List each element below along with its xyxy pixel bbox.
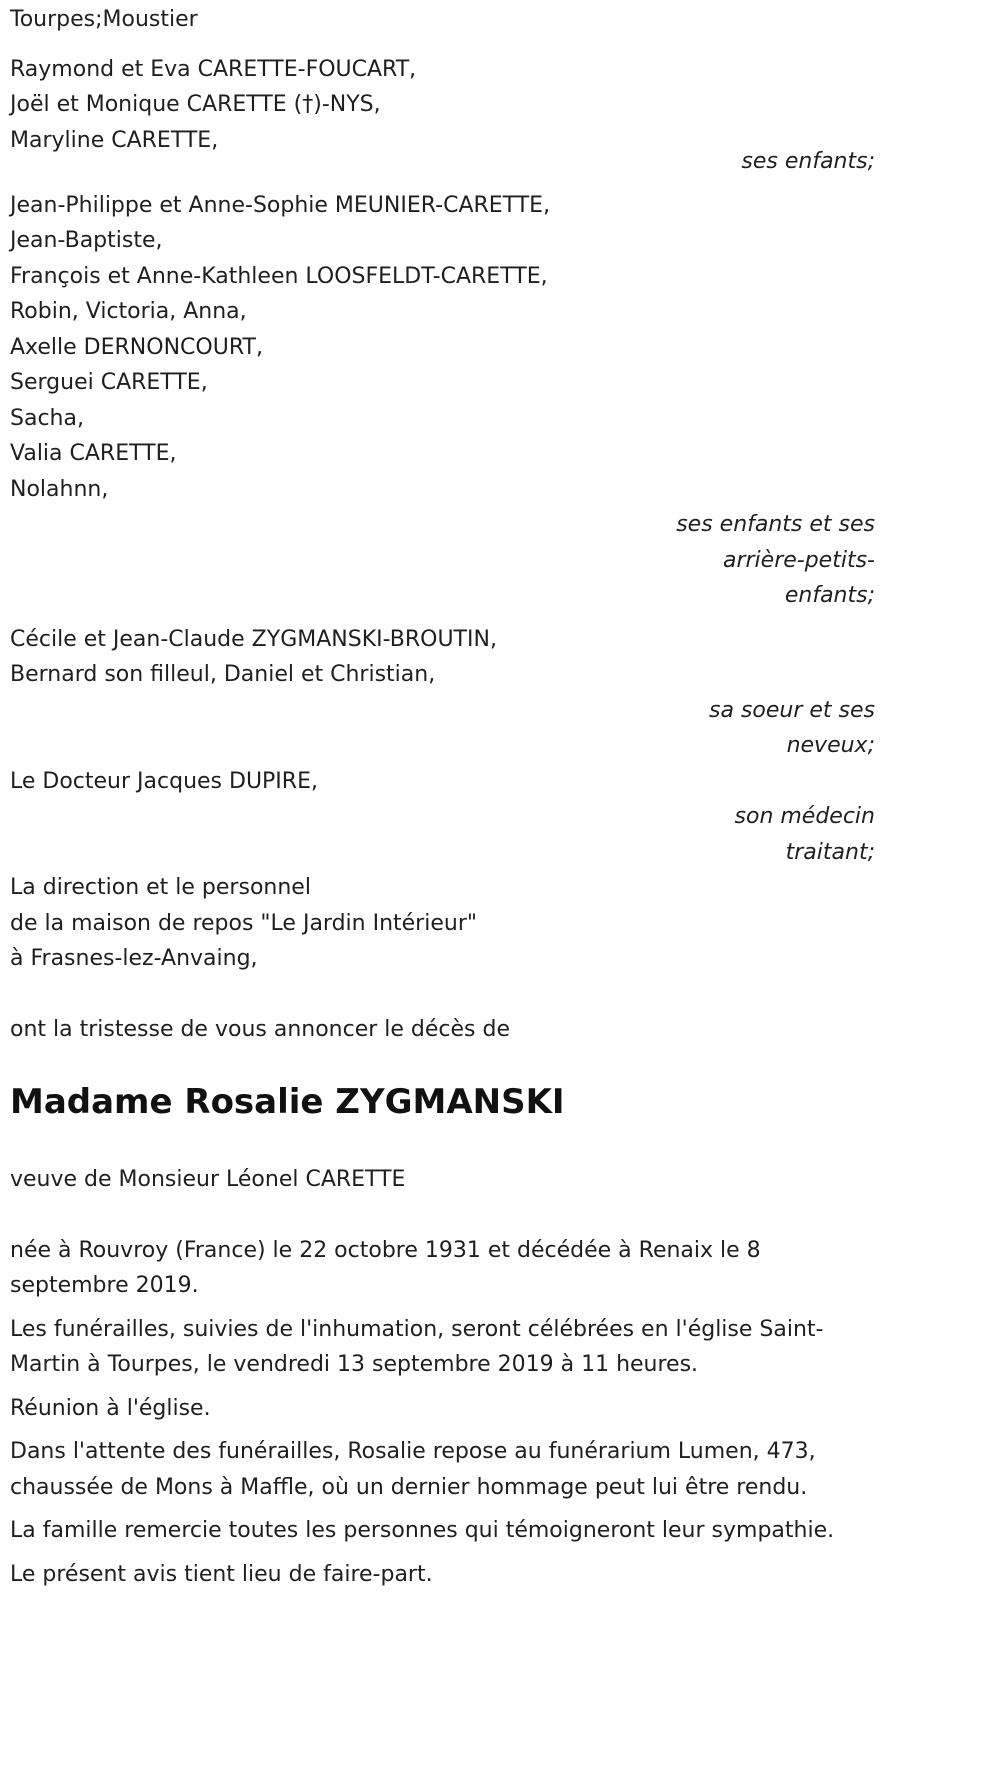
family-line: à Frasnes-lez-Anvaing, [10,946,258,971]
family-line: Raymond et Eva CARETTE-FOUCART, [10,56,417,82]
deceased-name: Madame Rosalie ZYGMANSKI [10,1082,565,1122]
thanks-text: La famille remercie toutes les personnes qui témoigneront leur sympathie. [10,1518,835,1543]
location-header: Tourpes;Moustier [10,7,198,32]
relation-line: sa soeur et ses [709,697,875,723]
relation-label [10,693,875,764]
family-line: Axelle DERNONCOURT, [10,334,263,360]
family-line: Maryline CARETTE, [10,127,219,153]
relation-line: son médecin [734,804,875,829]
family-line: Jean-Philippe et Anne-Sophie MEUNIER-CARETTE, [10,192,551,218]
funeral-details: Les funérailles, suivies de l'inhumation, seront célébrées en l'église Saint-Martin à Tourpes, le vendredi 13 septembre 2019 à 11 heures. [10,1316,824,1377]
family-group-sister [10,622,875,764]
relation-line: arrière-petits- [722,547,875,573]
family-line: de la maison de repos "Le Jardin Intérieur" [10,910,477,936]
family-line: Sacha, [10,405,84,431]
relation-label [10,507,875,614]
family-line: Le Docteur Jacques DUPIRE, [10,768,318,794]
family-line: François et Anne-Kathleen LOOSFELDT-CARETTE, [10,263,548,289]
family-line: Cécile et Jean-Claude ZYGMANSKI-BROUTIN, [10,626,497,652]
notice-footer: Le présent avis tient lieu de faire-part. [10,1561,433,1587]
relation-line: ses enfants et ses [676,512,875,537]
family-line: Nolahnn, [10,476,109,502]
relation-label [10,799,875,870]
meeting-info: Réunion à l'église. [10,1395,211,1421]
family-line: Bernard son filleul, Daniel et Christian, [10,662,436,687]
family-line: La direction et le personnel [10,875,311,900]
announcement-text: ont la tristesse de vous annoncer le décès de [10,1016,511,1042]
birth-death-text: née à Rouvroy (France) le 22 octobre 1931 et décédée à Renaix le 8 septembre 2019. [10,1237,761,1298]
widow-of-text: veuve de Monsieur Léonel CARETTE [10,1167,406,1192]
family-line: Jean-Baptiste, [10,228,163,253]
family-line: Serguei CARETTE, [10,370,208,395]
relation-line: traitant; [785,839,875,865]
family-group-grandchildren [10,188,875,614]
family-line: Joël et Monique CARETTE (†)-NYS, [10,92,381,117]
family-group-care-home [10,870,875,977]
family-group-children [10,52,875,180]
family-group-doctor [10,764,875,871]
relation-label: ses enfants; [741,149,875,174]
family-line: Valia CARETTE, [10,441,177,466]
relation-line: neveux; [786,733,875,758]
relation-line: enfants; [784,583,875,608]
family-line: Robin, Victoria, Anna, [10,299,247,324]
funerarium-info: Dans l'attente des funérailles, Rosalie repose au funérarium Lumen, 473, chaussée de Mons à Maffle, où un dernier hommage peut lui être rendu. [10,1439,816,1500]
obituary-notice [10,0,875,1592]
